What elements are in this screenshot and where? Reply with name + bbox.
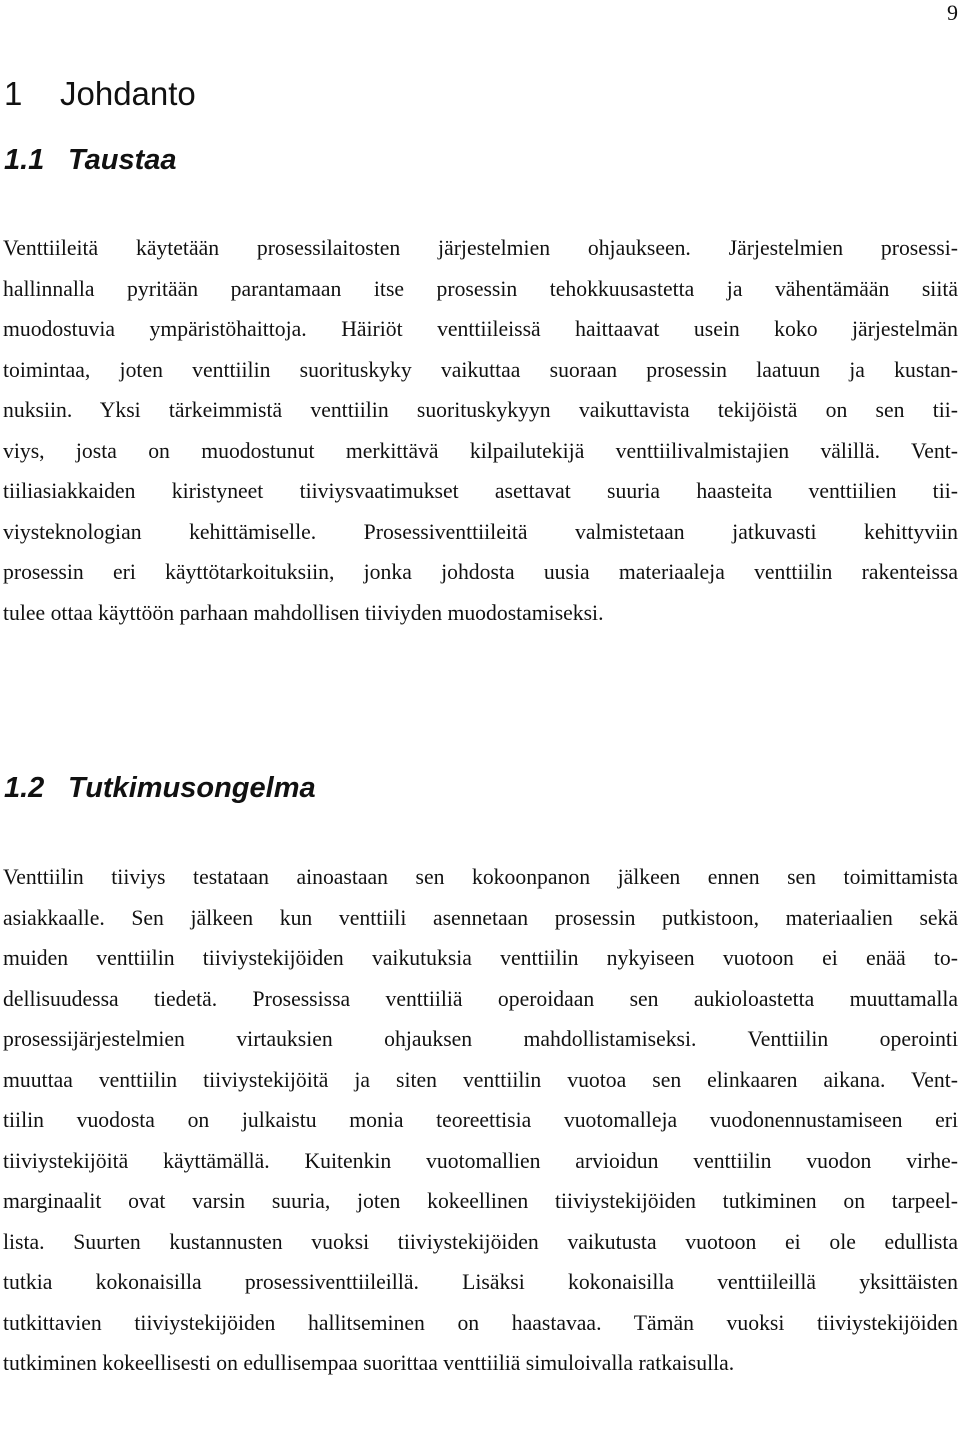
section-heading-tutkimusongelma	[4, 768, 316, 808]
text-line: dellisuudessa tiedetä. Prosessissa venttiiliä operoidaan sen aukioloastetta muuttamalla	[3, 986, 958, 1011]
text-line: tiiviystekijöitä käyttämällä. Kuitenkin vuotomallien arvioidun venttiilin vuodon virhe-	[3, 1148, 958, 1173]
text-line: prosessin eri käyttötarkoituksiin, jonka johdosta uusia materiaaleja venttiilin rakenteissa	[3, 560, 958, 584]
paragraph-taustaa	[3, 228, 958, 633]
text-line: nuksiin. Yksi tärkeimmistä venttiilin suorituskykyyn vaikuttavista tekijöistä on sen tii-	[3, 398, 958, 422]
text-line: marginaalit ovat varsin suuria, joten kokeellinen tiiviystekijöiden tutkiminen on tarpeel-	[3, 1189, 958, 1213]
page-number: 9	[947, 0, 958, 25]
section-title: Taustaa	[68, 144, 177, 176]
text-line: Venttiilin tiiviys testataan ainoastaan sen kokoonpanon jälkeen ennen sen toimittamista	[3, 865, 958, 889]
section-number: 1.1	[4, 144, 45, 176]
text-line: tutkittavien tiiviystekijöiden hallitseminen on haastavaa. Tämän vuoksi tiiviystekijöiden	[3, 1310, 958, 1335]
text-line: tulee ottaa käyttöön parhaan mahdollisen tiiviyden muodostamiseksi.	[3, 600, 604, 625]
section-number: 1.2	[4, 772, 45, 804]
text-line: tiilin vuodosta on julkaistu monia teoreettisia vuotomalleja vuodonennustamiseen eri	[3, 1108, 958, 1132]
section-title: Tutkimusongelma	[68, 772, 316, 804]
text-line: muodostuvia ympäristöhaittoja. Häiriöt venttiileissä haittaavat usein koko järjestelmän	[3, 317, 958, 341]
text-line: viysteknologian kehittämiselle. Prosessiventtiileitä valmistetaan jatkuvasti kehittyviin	[3, 519, 958, 544]
text-line: hallinnalla pyritään parantamaan itse prosessin tehokkuusastetta ja vähentämään siitä	[3, 276, 958, 301]
text-line: muiden venttiilin tiiviystekijöiden vaikutuksia venttiilin nykyiseen vuotoon ei enää to-	[3, 946, 958, 970]
section-heading-taustaa	[4, 140, 177, 180]
chapter-heading	[4, 70, 196, 118]
text-line: lista. Suurten kustannusten vuoksi tiiviystekijöiden vaikutusta vuotoon ei ole edullista	[3, 1229, 958, 1254]
text-line: viys, josta on muodostunut merkittävä kilpailutekijä venttiilivalmistajien välillä. Vent-	[3, 438, 958, 463]
chapter-number: 1	[4, 75, 23, 112]
paragraph-tutkimusongelma	[3, 857, 958, 1384]
text-line: muuttaa venttiilin tiiviystekijöitä ja siten venttiilin vuotoa sen elinkaaren aikana. Vent-	[3, 1067, 958, 1092]
chapter-title: Johdanto	[60, 75, 196, 112]
text-line: tutkiminen kokeellisesti on edullisempaa suorittaa venttiiliä simuloivalla ratkaisulla.	[3, 1351, 735, 1375]
text-line: Venttiileitä käytetään prosessilaitosten järjestelmien ohjaukseen. Järjestelmien prosessi-	[3, 236, 958, 260]
text-line: asiakkaalle. Sen jälkeen kun venttiili asennetaan prosessin putkistoon, materiaalien sekä	[3, 905, 958, 930]
text-line: tutkia kokonaisilla prosessiventtiileillä. Lisäksi kokonaisilla venttiileillä yksittäisten	[3, 1270, 958, 1294]
text-line: prosessijärjestelmien virtauksien ohjauksen mahdollistamiseksi. Venttiilin operointi	[3, 1027, 958, 1051]
text-line: toimintaa, joten venttiilin suorituskyky vaikuttaa suoraan prosessin laatuun ja kustan-	[3, 357, 958, 382]
text-line: tiiliasiakkaiden kiristyneet tiiviysvaatimukset asettavat suuria haasteita venttiilien tii-	[3, 479, 958, 503]
